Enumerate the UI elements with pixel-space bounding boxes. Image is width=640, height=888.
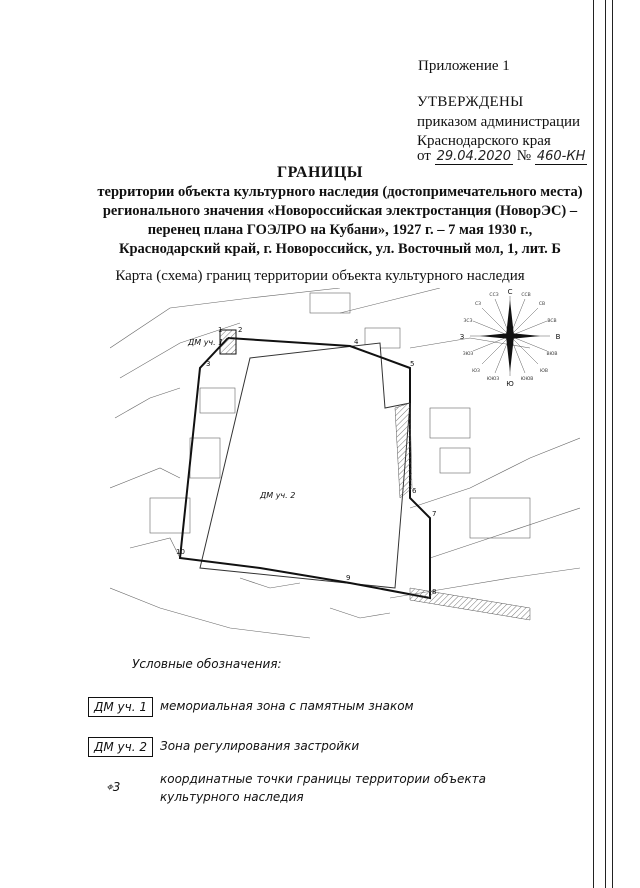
compass-wnw: ЗСЗ [463,319,473,324]
subtitle-line: Краснодарский край, г. Новороссийск, ул. Восточный мол, 1, лит. Б [118,241,562,257]
compass-south: Ю [506,380,514,388]
appendix-label: Приложение 1 [418,58,510,74]
compass-north: С [507,288,513,296]
legend-text-zone-1: мемориальная зона с памятным знаком [160,699,414,713]
compass-ene: ВСВ [547,319,557,324]
region-line: Краснодарского края [417,133,551,149]
hatched-strip [410,588,530,620]
zone-label: ДМ уч. 2 [260,491,296,500]
point-label: 1 [218,326,223,334]
approved-label: УТВЕРЖДЕНЫ [417,94,524,110]
point-marker-icon: ⌖ [106,780,113,794]
legend-point-number: 3 [112,780,121,794]
point-label: 2 [238,326,243,334]
legend-symbol-zone-1: ДМ уч. 1 [88,697,153,717]
legend-symbol-point [106,780,120,795]
page-edge-line [605,0,606,888]
subtitle-line: регионального значения «Новороссийская электростанция (НоворЭС) – [102,203,578,219]
date-value: 29.04.2020 [436,149,512,164]
compass-ne: СВ [538,302,546,307]
zone-label: ДМ уч. 1 [188,338,224,347]
compass-nw: СЗ [474,302,482,307]
legend-text-line: культурного наследия [160,790,304,804]
order-line: приказом администрации [417,114,581,130]
subtitle-line: перенец плана ГОЭЛРО на Кубани», 1927 г. – 7 мая 1930 г., [147,222,533,238]
compass-nnw: ССЗ [489,293,499,298]
legend-text-point [160,770,486,806]
point-label: 9 [346,574,351,582]
point-label: 5 [410,360,415,368]
boundary-map [110,288,580,658]
point-label: 6 [412,487,417,495]
compass-wsw: ЗЮЗ [462,352,474,357]
number-prefix: № [516,148,532,164]
document-subtitle [60,183,620,259]
zone-2-parcel [200,343,410,588]
legend-text-zone-2: Зона регулирования застройки [160,739,360,753]
compass-rose [460,288,561,388]
page-edge-line [612,0,613,888]
legend-heading: Условные обозначения: [132,657,282,671]
legend-symbol-zone-2: ДМ уч. 2 [88,737,153,757]
compass-ssw: ЮЮЗ [486,377,500,382]
compass-se: ЮВ [540,369,548,374]
document-title: ГРАНИЦЫ [276,164,363,181]
compass-sse: ЮЮВ [520,377,534,382]
page-edge-line [593,0,594,888]
compass-west: З [459,333,465,341]
map-caption: Карта (схема) границ территории объекта культурного наследия [115,268,525,284]
point-label: 3 [206,360,211,368]
point-label: 10 [176,548,185,556]
compass-nne: ССВ [521,293,531,298]
point-label: 7 [432,510,437,518]
subtitle-line: территории объекта культурного наследия (достопримечательного места) [97,184,583,200]
point-label: 8 [432,588,437,596]
compass-sw: ЮЗ [472,369,480,374]
number-value: 460-КН [536,149,586,164]
point-label: 4 [354,338,359,346]
date-line [417,148,587,165]
legend-text-line: координатные точки границы территории объекта [160,772,486,786]
compass-east: В [555,333,561,341]
date-prefix: от [417,148,431,164]
compass-ese: ВЮВ [546,352,558,357]
